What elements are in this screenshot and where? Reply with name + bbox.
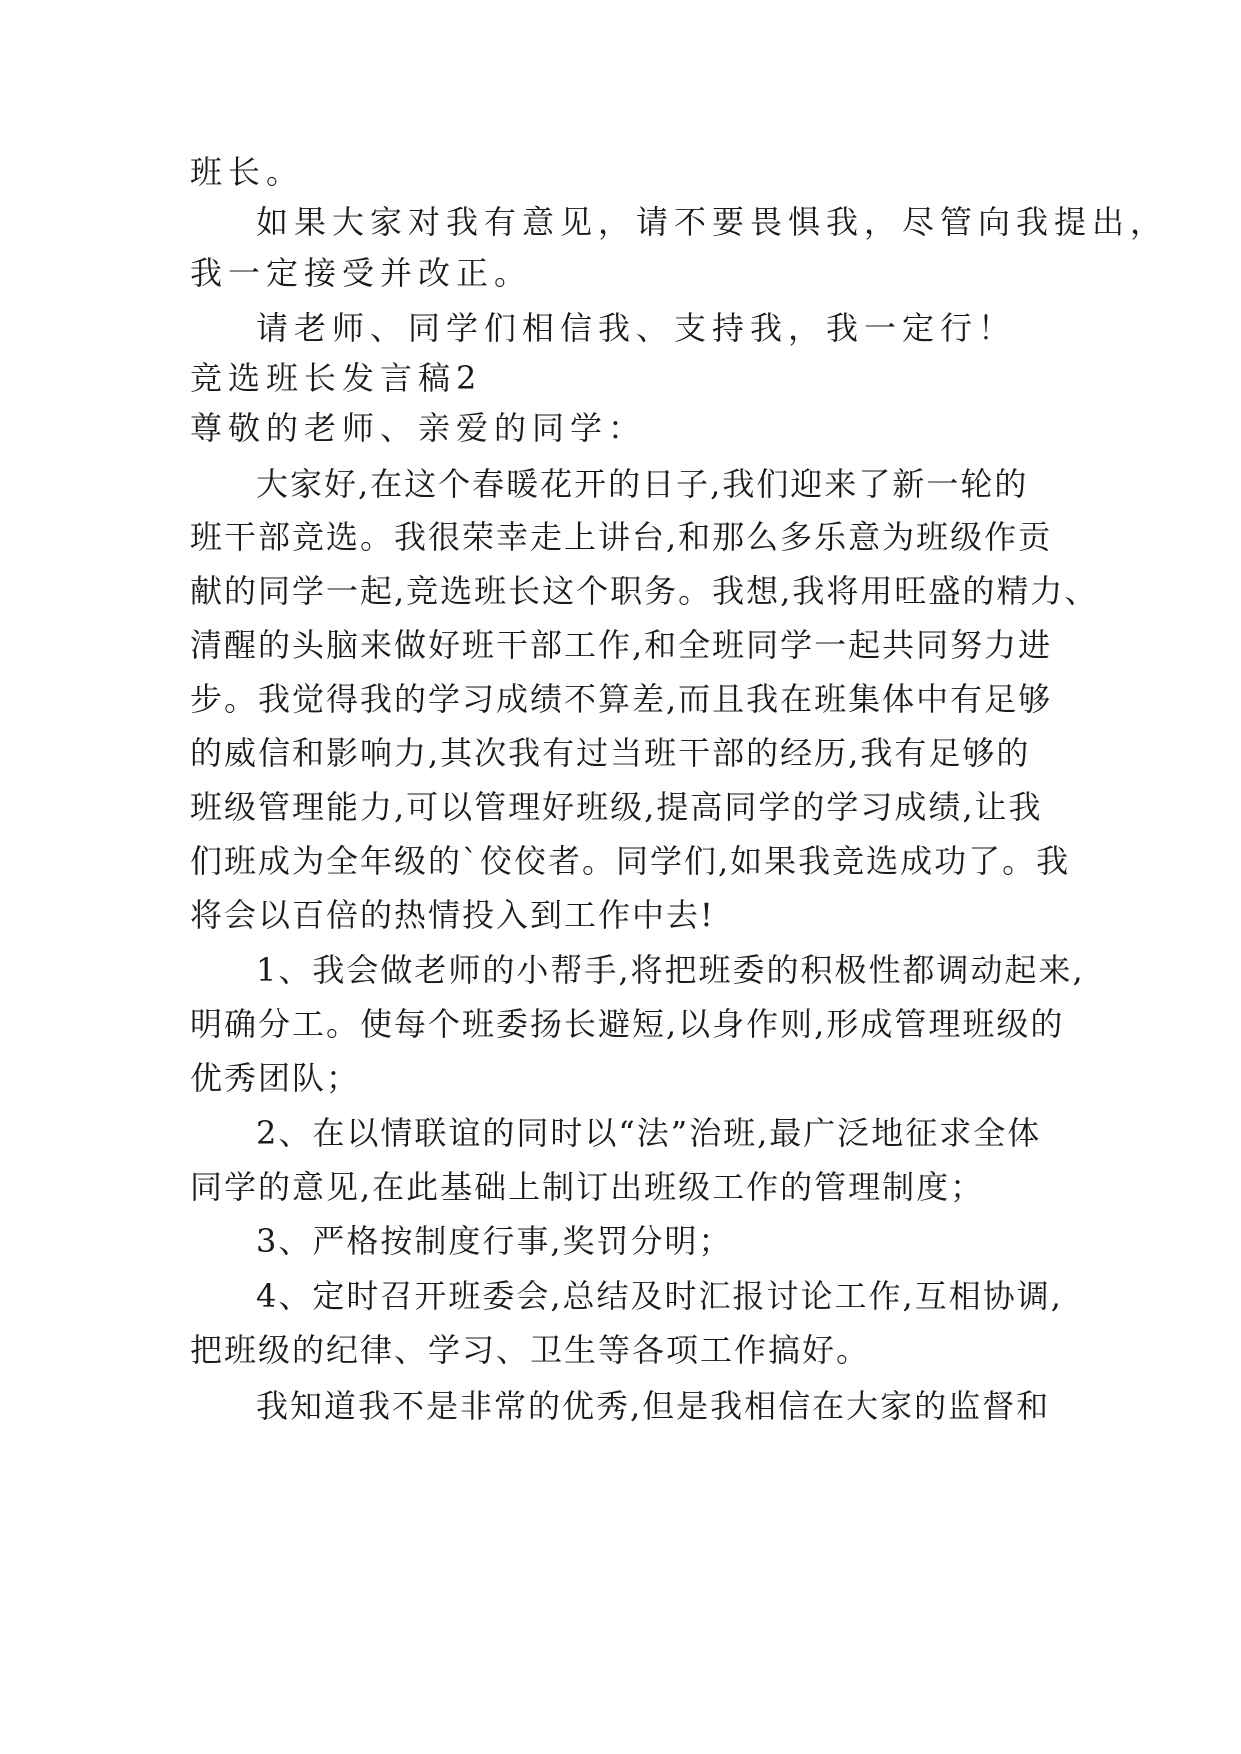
text-line: 将会以百倍的热情投入到工作中去! [190,896,715,934]
text-line: 献的同学一起,竞选班长这个职务。我想,我将用旺盛的精力、 [190,572,1099,610]
list-item-3: 3、严格按制度行事,奖罚分明； [256,1222,733,1260]
text-line: 如果大家对我有意见，请不要畏惧我，尽管向我提出， [256,203,1169,241]
text-line: 同学的意见,在此基础上制订出班级工作的管理制度； [190,1168,985,1206]
text-line: 班干部竞选。我很荣幸走上讲台,和那么多乐意为班级作贡 [190,518,1053,556]
section-title: 竞选班长发言稿2 [190,359,483,397]
list-item-4: 4、定时召开班委会,总结及时汇报讨论工作,互相协调, [256,1277,1063,1315]
text-line: 班长。 [190,153,305,191]
text-line: 班级管理能力,可以管理好班级,提高同学的学习成绩,让我 [190,788,1043,826]
text-line: 们班成为全年级的`佼佼者。同学们,如果我竞选成功了。我 [190,842,1071,880]
text-line: 我一定接受并改正。 [190,254,533,292]
text-line: 明确分工。使每个班委扬长避短,以身作则,形成管理班级的 [190,1005,1065,1043]
text-line: 步。我觉得我的学习成绩不算差,而且我在班集体中有足够 [190,680,1053,718]
salutation: 尊敬的老师、亲爱的同学： [190,409,647,447]
text-line: 请老师、同学们相信我、支持我，我一定行！ [256,309,1017,347]
text-line: 清醒的头脑来做好班干部工作,和全班同学一起共同努力进 [190,626,1053,664]
text-line: 优秀团队； [190,1059,361,1097]
text-line: 我知道我不是非常的优秀,但是我相信在大家的监督和 [256,1387,1051,1425]
list-item-1: 1、我会做老师的小帮手,将把班委的积极性都调动起来, [256,951,1085,989]
text-line: 把班级的纪律、学习、卫生等各项工作搞好。 [190,1331,871,1369]
list-item-2: 2、在以情联谊的同时以“法”治班,最广泛地征求全体 [256,1114,1042,1152]
text-line: 的威信和影响力,其次我有过当班干部的经历,我有足够的 [190,734,1031,772]
text-line: 大家好,在这个春暖花开的日子,我们迎来了新一轮的 [256,465,1029,503]
